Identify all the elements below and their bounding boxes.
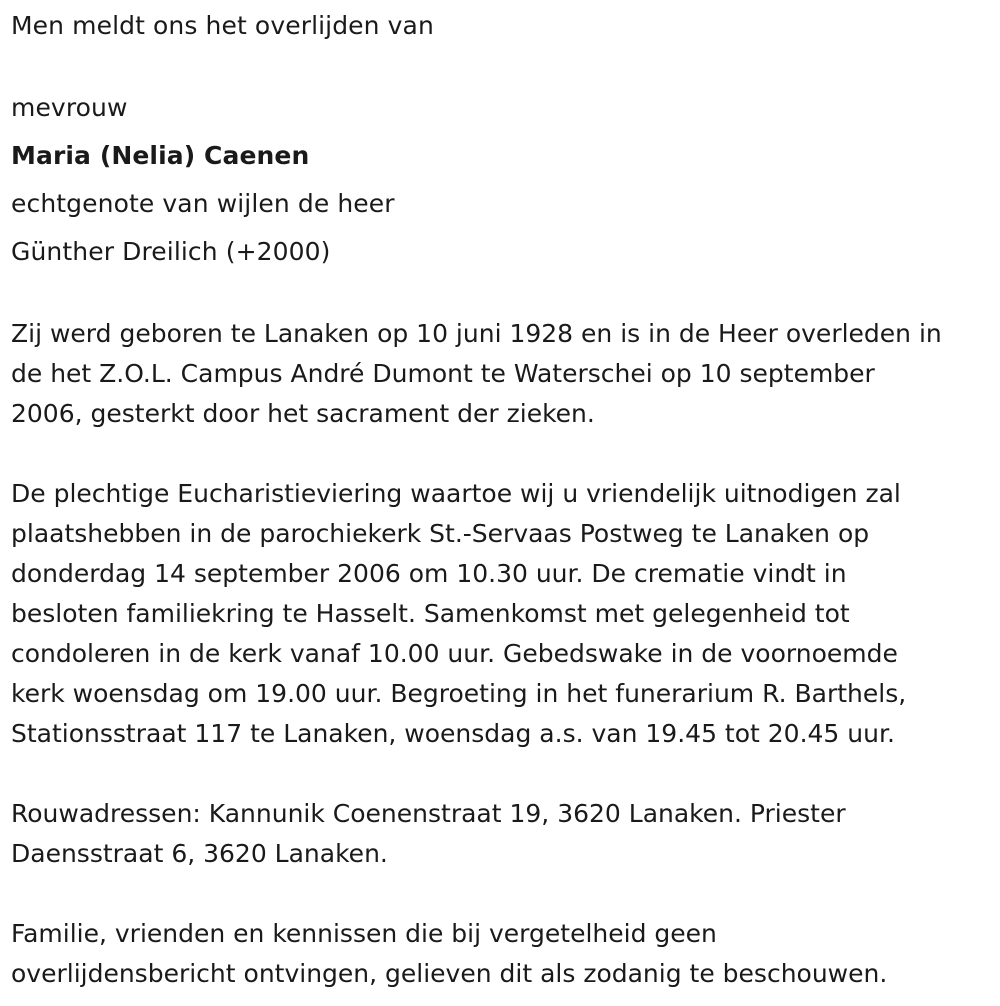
paragraph-line: Zij werd geboren te Lanaken op 10 juni 1928 en is in de Heer overleden in xyxy=(11,319,942,348)
paragraph-line: 2006, gesterkt door het sacrament der zieken. xyxy=(11,399,595,428)
paragraph-line: Daensstraat 6, 3620 Lanaken. xyxy=(11,839,388,868)
paragraph-line: De plechtige Eucharistieviering waartoe wij u vriendelijk uitnodigen zal xyxy=(11,479,901,508)
paragraph-line: donderdag 14 september 2006 om 10.30 uur. De crematie vindt in xyxy=(11,559,847,588)
spouse-name: Günther Dreilich (+2000) xyxy=(11,237,331,266)
paragraph-line: Familie, vrienden en kennissen die bij vergetelheid geen xyxy=(11,919,717,948)
intro-text: Men meldt ons het overlijden van xyxy=(11,11,434,40)
relation-text: echtgenote van wijlen de heer xyxy=(11,189,395,218)
paragraph-line: Rouwadressen: Kannunik Coenenstraat 19, 3620 Lanaken. Priester xyxy=(11,799,846,828)
closing-paragraph xyxy=(11,914,991,994)
deceased-name: Maria (Nelia) Caenen xyxy=(11,141,310,170)
paragraph-line: condoleren in de kerk vanaf 10.00 uur. Gebedswake in de voornoemde xyxy=(11,639,898,668)
paragraph-line: de het Z.O.L. Campus André Dumont te Waterschei op 10 september xyxy=(11,359,875,388)
obituary-notice xyxy=(11,0,991,994)
ceremony-paragraph xyxy=(11,474,991,754)
birth-death-paragraph xyxy=(11,314,991,434)
paragraph-line: besloten familiekring te Hasselt. Samenkomst met gelegenheid tot xyxy=(11,599,850,628)
title-prefix: mevrouw xyxy=(11,93,128,122)
paragraph-line: overlijdensbericht ontvingen, gelieven dit als zodanig te beschouwen. xyxy=(11,959,888,988)
addresses-paragraph xyxy=(11,794,991,874)
paragraph-line: kerk woensdag om 19.00 uur. Begroeting in het funerarium R. Barthels, xyxy=(11,679,907,708)
paragraph-line: Stationsstraat 117 te Lanaken, woensdag a.s. van 19.45 tot 20.45 uur. xyxy=(11,719,895,748)
spacer xyxy=(11,50,991,84)
paragraph-line: plaatshebben in de parochiekerk St.-Servaas Postweg te Lanaken op xyxy=(11,519,870,548)
